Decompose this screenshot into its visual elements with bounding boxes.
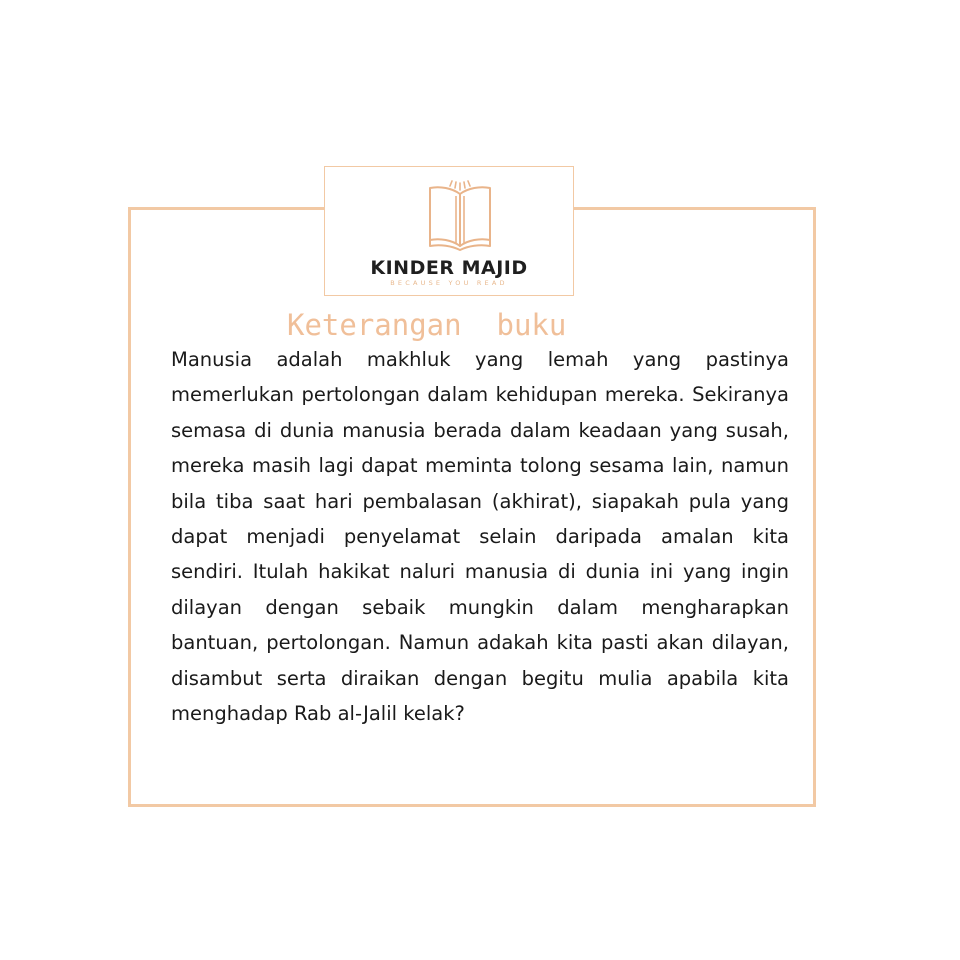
open-book-icon	[426, 180, 494, 252]
brand-name: KINDER MAJID	[370, 257, 528, 279]
page-title: Keterangan buku	[287, 308, 567, 342]
book-description: Manusia adalah makhluk yang lemah yang pastinya memerlukan pertolongan dalam kehidupan mereka. Sekiranya semasa di dunia manusia berada dalam keadaan yang susah, mereka masih lagi dapat meminta tolong sesama lain, namun bila tiba saat hari pembalasan (akhirat), siapakah pula yang dapat menjadi penyelamat selain daripada amalan kita sendiri. Itulah hakikat naluri manusia di dunia ini yang ingin dilayan dengan sebaik mungkin dalam mengharapkan bantuan, pertolongan. Namun adakah kita pasti akan dilayan, disambut serta diraikan dengan begitu mulia apabila kita menghadap Rab al-Jalil kelak?	[171, 348, 789, 726]
brand-tagline: BECAUSE YOU READ	[390, 279, 508, 287]
